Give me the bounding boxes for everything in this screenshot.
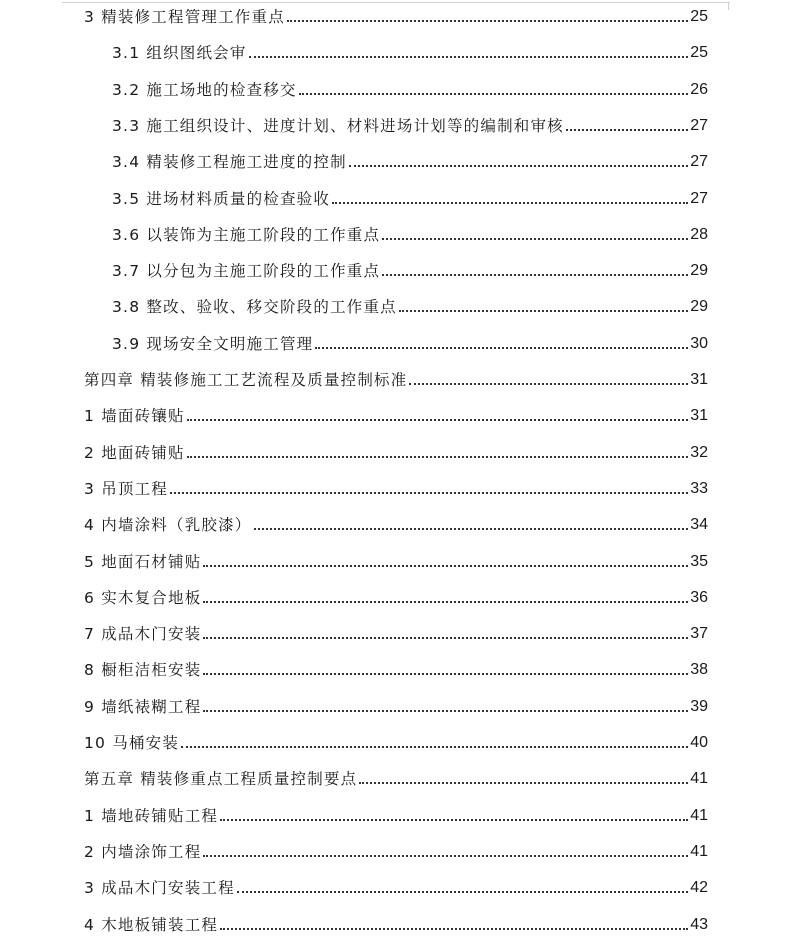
toc-entry-page-number: 42 [690,879,708,897]
toc-dot-leader [187,419,689,421]
toc-dot-leader [181,746,688,748]
toc-entry-page-number: 31 [690,407,708,425]
toc-entry[interactable] [112,113,708,137]
toc-entry-title: 1 墙面砖镶贴 [84,407,185,426]
toc-entry-title: 3.5 进场材料质量的检查验收 [112,189,331,208]
toc-entry-title: 2 地面砖铺贴 [84,443,185,462]
toc-dot-leader [566,129,688,131]
toc-dot-leader [187,456,689,458]
toc-entry-title: 7 成品木门安装 [84,625,202,644]
toc-entry-title: 3 成品木门安装工程 [84,879,235,898]
toc-entry-page-number: 35 [690,552,708,570]
toc-entry[interactable] [84,549,708,573]
toc-dot-leader [203,855,688,857]
toc-dot-leader [237,891,688,893]
toc-entry-page-number: 25 [690,8,708,25]
toc-dot-leader [382,238,688,240]
toc-entry-page-number: 36 [690,588,708,606]
toc-entry[interactable] [84,803,708,827]
toc-entry-title: 8 橱柜洁柜安装 [84,661,202,680]
toc-entry-title: 3 吊顶工程 [84,479,168,498]
toc-entry-page-number: 27 [690,116,708,134]
toc-dot-leader [203,601,688,603]
toc-dot-leader [315,347,688,349]
toc-dot-leader [382,274,688,276]
toc-entry-page-number: 29 [690,262,708,280]
toc-entry-page-number: 37 [690,625,708,643]
toc-entry-title: 10 马桶安装 [84,734,180,752]
toc-entry-title: 3.7 以分包为主施工阶段的工作重点 [112,262,381,281]
toc-dot-leader [220,928,688,930]
toc-entry[interactable] [84,875,708,899]
toc-entry[interactable] [84,766,708,790]
toc-dot-leader [170,492,688,494]
toc-entry-page-number: 32 [690,443,708,461]
toc-entry[interactable] [84,440,708,464]
toc-entry-title: 4 木地板铺装工程 [84,915,219,934]
toc-entry-page-number: 38 [690,661,708,679]
toc-entry-title: 3.6 以装饰为主施工阶段的工作重点 [112,225,381,244]
toc-dot-leader [409,383,688,385]
toc-entry-title: 3.8 整改、验收、移交阶段的工作重点 [112,298,397,317]
toc-entry[interactable] [84,4,708,28]
toc-entry[interactable] [84,512,708,536]
toc-entry[interactable] [84,476,708,500]
toc-dot-leader [359,782,688,784]
toc-dot-leader [299,93,689,95]
toc-entry[interactable] [84,585,708,609]
toc-dot-leader [254,528,689,530]
toc-entry-page-number: 29 [690,298,708,316]
toc-entry-title: 3.2 施工场地的检查移交 [112,80,297,99]
toc-entry-title: 3.1 组织图纸会审 [112,44,247,63]
toc-dot-leader [220,819,688,821]
toc-entry-title: 3.3 施工组织设计、进度计划、材料进场计划等的编制和审核 [112,116,564,135]
toc-entry-page-number: 27 [690,153,708,171]
toc-entry[interactable] [112,149,708,173]
toc-entry-page-number: 40 [690,734,708,751]
toc-entry-title: 4 内墙涂料（乳胶漆） [84,516,252,535]
toc-entry-page-number: 43 [690,915,708,933]
toc-entry-title: 第四章 精装修施工工艺流程及质量控制标准 [84,371,408,389]
toc-entry[interactable] [112,258,708,282]
toc-entry-title: 3 精装修工程管理工作重点 [84,8,285,26]
toc-entry-page-number: 27 [690,189,708,207]
toc-entry-title: 1 墙地砖铺贴工程 [84,806,219,825]
toc-entry[interactable] [84,403,708,427]
toc-entry-page-number: 30 [690,334,708,352]
toc-dot-leader [249,56,689,58]
toc-entry[interactable] [84,839,708,863]
toc-dot-leader [203,565,688,567]
toc-entry-page-number: 26 [690,80,708,98]
toc-dot-leader [287,20,688,22]
toc-dot-leader [203,637,688,639]
toc-entry-title: 9 墙纸裱糊工程 [84,697,202,716]
toc-entry-page-number: 41 [690,770,708,788]
toc-entry[interactable] [112,294,708,318]
toc-entry-title: 3.9 现场安全文明施工管理 [112,334,314,353]
page-corner-mark [728,2,737,10]
toc-entry[interactable] [112,331,708,355]
toc-entry[interactable] [84,657,708,681]
toc-entry-title: 3.4 精装修工程施工进度的控制 [112,153,347,172]
toc-entry-page-number: 33 [690,479,708,497]
toc-entry[interactable] [112,40,708,64]
toc-dot-leader [399,310,688,312]
toc-entry-title: 5 地面石材铺贴 [84,552,202,571]
toc-entry[interactable] [112,222,708,246]
toc-dot-leader [203,673,688,675]
toc-entry[interactable] [84,912,708,936]
toc-entry[interactable] [112,77,708,101]
toc-entry[interactable] [112,186,708,210]
toc-entry-page-number: 34 [690,516,708,534]
toc-entry-title: 第五章 精装修重点工程质量控制要点 [84,770,358,789]
toc-entry[interactable] [84,730,708,754]
page-top-border [62,2,730,3]
toc-entry-page-number: 39 [690,697,708,715]
toc-entry-page-number: 41 [690,842,708,860]
toc-dot-leader [332,202,688,204]
toc-entry[interactable] [84,621,708,645]
toc-entry[interactable] [84,367,708,391]
toc-entry-page-number: 25 [690,44,708,62]
toc-dot-leader [203,710,688,712]
toc-entry-page-number: 31 [690,371,708,388]
toc-dot-leader [349,165,688,167]
toc-entry[interactable] [84,694,708,718]
toc-entry-title: 2 内墙涂饰工程 [84,842,202,861]
toc-entry-page-number: 28 [690,225,708,243]
toc-entry-page-number: 41 [690,806,708,824]
toc-entry-title: 6 实木复合地板 [84,588,202,607]
